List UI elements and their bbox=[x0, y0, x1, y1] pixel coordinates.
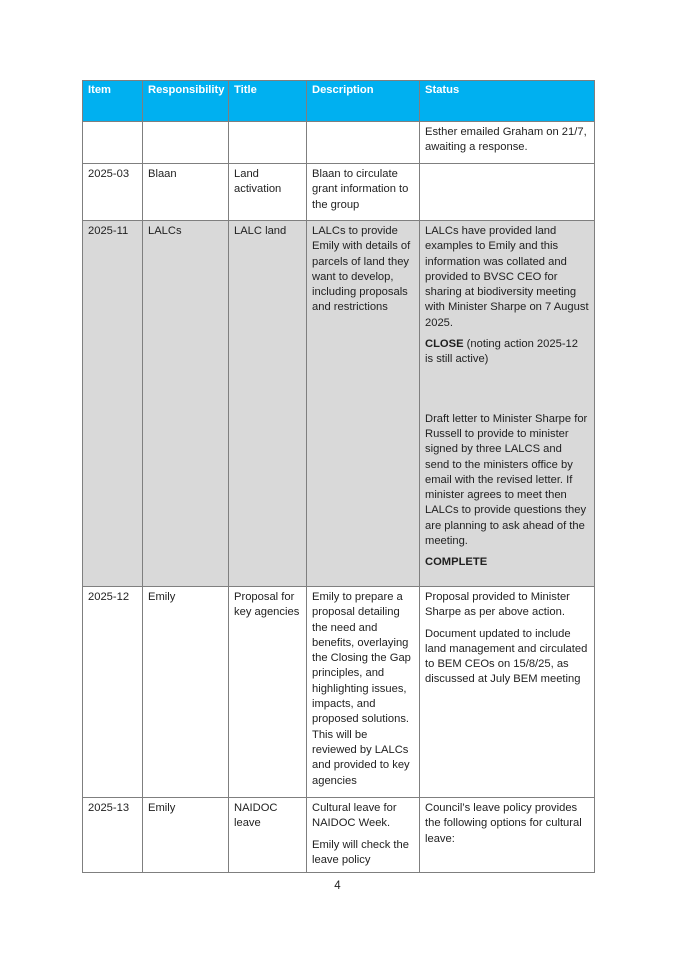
cell-status bbox=[420, 122, 595, 164]
cell-description: LALCs to provide Emily with details of parcels of land they want to develop, including proposals and restrictions bbox=[307, 221, 420, 587]
cell-title: NAIDOC leave bbox=[229, 798, 307, 873]
table-row bbox=[83, 122, 595, 164]
cell-description bbox=[307, 122, 420, 164]
cell-responsibility: Emily bbox=[143, 587, 229, 798]
cell-status bbox=[420, 798, 595, 873]
header-description: Description bbox=[307, 81, 420, 122]
table-header-row bbox=[83, 81, 595, 122]
spacer bbox=[425, 374, 589, 412]
page-number: 4 bbox=[334, 880, 341, 892]
cell-responsibility bbox=[143, 122, 229, 164]
cell-description: Blaan to circulate grant information to the group bbox=[307, 164, 420, 221]
cell-title: LALC land bbox=[229, 221, 307, 587]
header-status: Status bbox=[420, 81, 595, 122]
status-close bbox=[425, 337, 589, 368]
status-text: Council’s leave policy provides the following options for cultural leave: bbox=[425, 802, 582, 845]
status-text: Draft letter to Minister Sharpe for Russell to provide to minister signed by three LALCS and send to the ministers office by email with the revised letter. If minister agrees to meet then LALCs to provide questions they are planning to ask ahead of the meeting. bbox=[425, 412, 588, 548]
status-text: LALCs have provided land examples to Emily and this information was collated and provided to BVSC CEO for sharing at biodiversity meeting with Minister Sharpe on 7 August 2025. bbox=[425, 225, 589, 329]
cell-title bbox=[229, 122, 307, 164]
cell-title: Land activation bbox=[229, 164, 307, 221]
table-row bbox=[83, 221, 595, 587]
status-text: Esther emailed Graham on 21/7, awaiting a response. bbox=[425, 126, 587, 154]
cell-item: 2025-11 bbox=[83, 221, 143, 587]
cell-description bbox=[307, 798, 420, 873]
action-items-table bbox=[82, 80, 595, 873]
cell-status bbox=[420, 221, 595, 587]
description-text: Emily will check the leave policy bbox=[312, 838, 409, 866]
cell-item: 2025-03 bbox=[83, 164, 143, 221]
description-text: Cultural leave for NAIDOC Week. bbox=[312, 802, 397, 830]
cell-item: 2025-13 bbox=[83, 798, 143, 873]
close-note: (noting action 2025-12 is still active) bbox=[425, 338, 578, 366]
cell-responsibility: Blaan bbox=[143, 164, 229, 221]
status-text: Proposal provided to Minister Sharpe as per above action. bbox=[425, 591, 570, 619]
close-label: CLOSE bbox=[425, 338, 464, 351]
cell-responsibility: Emily bbox=[143, 798, 229, 873]
table-row bbox=[83, 798, 595, 873]
status-text: Document updated to include land management and circulated to BEM CEOs on 15/8/25, as discussed at July BEM meeting bbox=[425, 627, 588, 686]
table-row bbox=[83, 587, 595, 798]
status-complete: COMPLETE bbox=[425, 556, 488, 569]
header-responsibility: Responsibility bbox=[143, 81, 229, 122]
cell-status bbox=[420, 164, 595, 221]
table-row bbox=[83, 164, 595, 221]
cell-description: Emily to prepare a proposal detailing the need and benefits, overlaying the Closing the Gap principles, and highlighting issues, impacts, and proposed solutions. This will be reviewed by LALCs and provided to key agencies bbox=[307, 587, 420, 798]
header-title: Title bbox=[229, 81, 307, 122]
cell-responsibility: LALCs bbox=[143, 221, 229, 587]
cell-title: Proposal for key agencies bbox=[229, 587, 307, 798]
cell-item bbox=[83, 122, 143, 164]
cell-item: 2025-12 bbox=[83, 587, 143, 798]
cell-status bbox=[420, 587, 595, 798]
header-item: Item bbox=[83, 81, 143, 122]
